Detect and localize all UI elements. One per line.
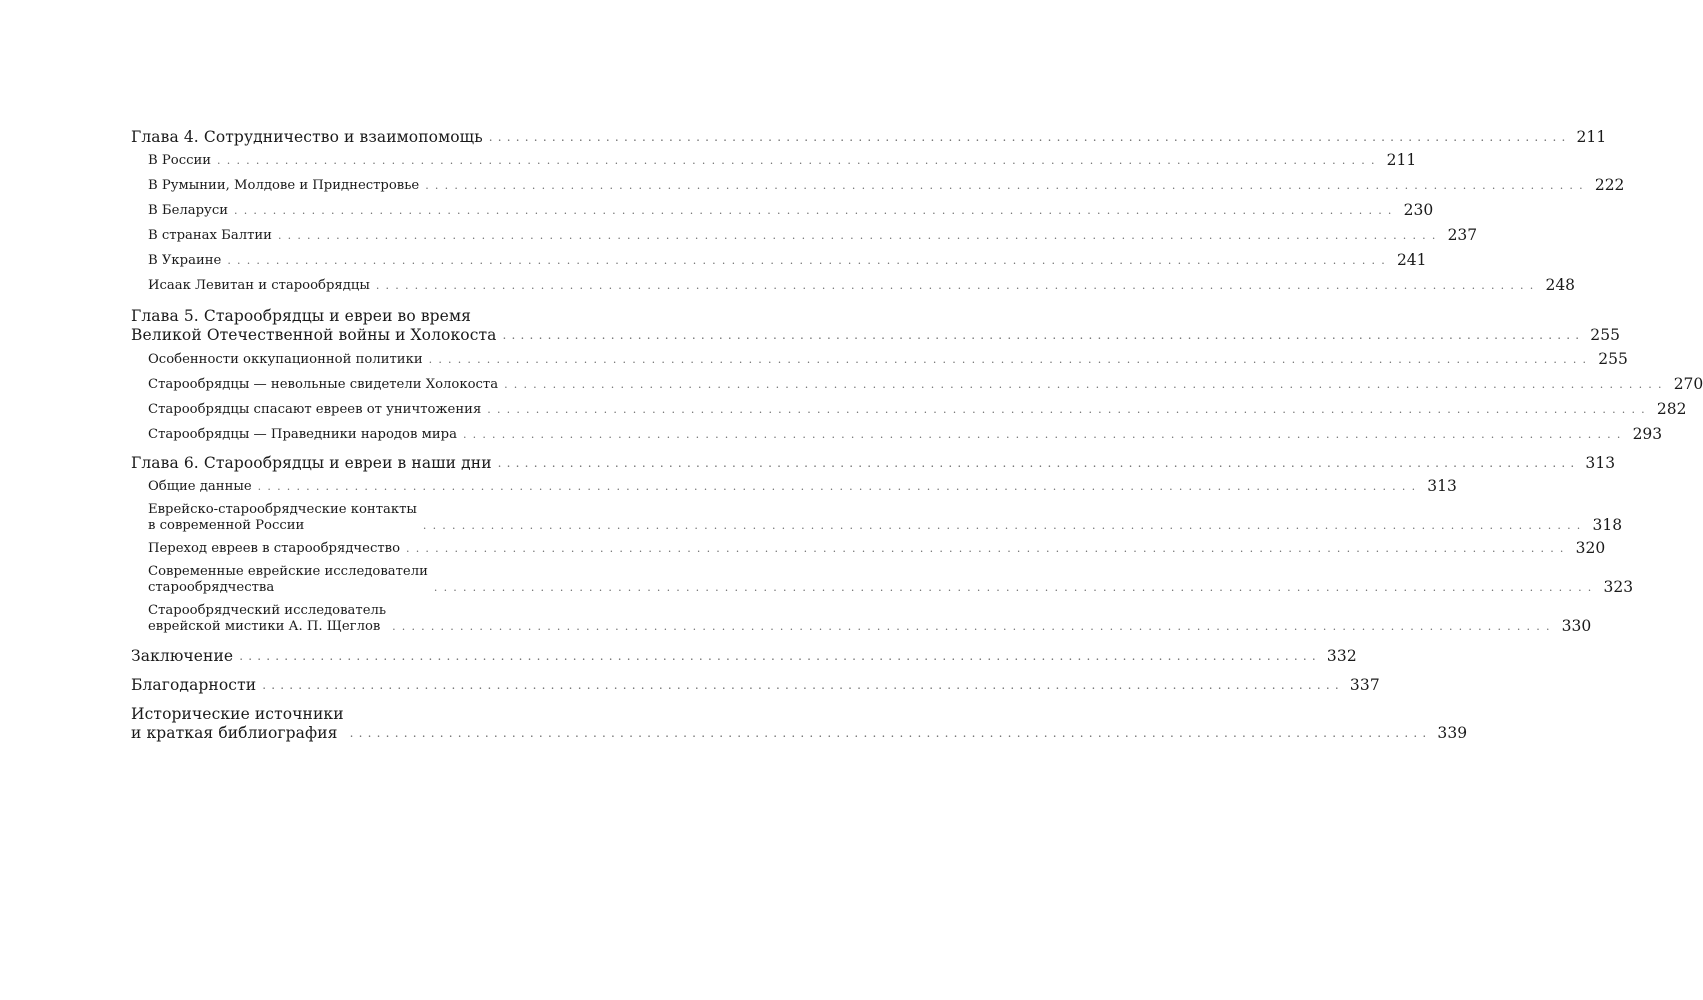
toc-section-entry: [131, 251, 1427, 269]
toc-entry-title-line: в современной России: [148, 518, 305, 533]
toc-entry-title: [131, 647, 233, 666]
toc-entry-title-line: Современные еврейские исследователи: [148, 564, 428, 579]
toc-entry-title: [148, 228, 272, 244]
toc-entry-title: [148, 377, 498, 393]
toc-entry-title-line: В Беларуси: [148, 203, 228, 218]
toc-entry-title-line: В России: [148, 153, 212, 168]
toc-page-number: 330: [1561, 617, 1592, 635]
toc-entry-title: [148, 253, 221, 269]
toc-section-entry: [131, 477, 1457, 495]
toc-entry-title: [148, 479, 252, 495]
toc-entry-title-line: Старообрядческий исследователь: [148, 603, 387, 618]
table-of-contents: [131, 128, 1703, 743]
toc-page-number: 211: [1576, 128, 1607, 146]
toc-section-entry: [131, 400, 1687, 418]
toc-entry-title: [148, 153, 211, 169]
dot-leader: ........................................................................................................................: [487, 403, 1651, 416]
dot-leader: ........................................................................................................................: [277, 229, 1442, 242]
toc-entry-title-line: Старообрядцы — невольные свидетели Холокоста: [148, 377, 499, 392]
toc-section-entry: [131, 350, 1628, 368]
dot-leader: ........................................................................................................................: [257, 480, 1422, 493]
dot-leader: ........................................................................................................................: [406, 542, 1570, 555]
toc-section-entry: [131, 226, 1478, 244]
toc-page-number: 211: [1386, 151, 1417, 169]
toc-page-number: 313: [1585, 454, 1616, 472]
dot-leader: ........................................................................................................................: [234, 204, 1398, 217]
toc-page-number: 339: [1437, 724, 1468, 742]
toc-entry-title: [148, 178, 419, 194]
toc-page-number: 293: [1632, 425, 1663, 443]
toc-entry-title-line: еврейской мистики А. П. Щеглов: [148, 619, 381, 634]
toc-section-entry: [131, 276, 1576, 294]
toc-entry-title-line: Глава 5. Старообрядцы и евреи во время: [131, 307, 471, 325]
toc-page-number: 320: [1575, 539, 1606, 557]
toc-section-entry: [131, 564, 1634, 596]
dot-leader: ........................................................................................................................: [375, 279, 1540, 292]
toc-entry-title: [131, 705, 344, 743]
toc-entry-title-line: Исторические источники: [131, 705, 344, 723]
toc-entry-title: [148, 502, 417, 534]
dot-leader: ........................................................................................................................: [488, 130, 1571, 144]
dot-leader: ........................................................................................................................: [425, 179, 1589, 192]
toc-entry-title-line: Переход евреев в старообрядчество: [148, 541, 401, 556]
toc-page-number: 318: [1592, 516, 1623, 534]
toc-page-number: 222: [1594, 176, 1625, 194]
toc-page-number: 323: [1603, 578, 1634, 596]
dot-leader: ........................................................................................................................: [239, 649, 1321, 663]
toc-entry-title-line: В странах Балтии: [148, 228, 272, 243]
toc-page-number: 332: [1326, 647, 1357, 665]
toc-page-number: 255: [1590, 326, 1621, 344]
toc-entry-title: [131, 676, 256, 695]
toc-entry-title: [148, 564, 428, 596]
toc-page-number: 313: [1427, 477, 1457, 495]
toc-chapter-entry: [131, 454, 1616, 473]
dot-leader: ........................................................................................................................: [497, 456, 1580, 470]
toc-chapter-entry: [131, 705, 1468, 743]
toc-entry-title-line: В Румынии, Молдове и Приднестровье: [148, 178, 420, 193]
toc-page-number: 255: [1598, 350, 1628, 368]
toc-entry-title-line: Особенности оккупационной политики: [148, 352, 423, 367]
toc-section-entry: [131, 201, 1434, 219]
toc-entry-title-line: Исаак Левитан и старообрядцы: [148, 278, 370, 293]
toc-entry-title-line: Еврейско-старообрядческие контакты: [148, 502, 417, 517]
toc-entry-title: [131, 128, 483, 147]
toc-entry-title: [131, 307, 497, 345]
toc-chapter-entry: [131, 647, 1357, 666]
dot-leader: ........................................................................................................................: [392, 620, 1556, 633]
toc-entry-title: [148, 402, 481, 418]
dot-leader: ........................................................................................................................: [422, 519, 1587, 532]
toc-entry-title-line: старообрядчества: [148, 580, 275, 595]
dot-leader: ........................................................................................................................: [428, 353, 1593, 366]
toc-entry-title-line: Благодарности: [131, 676, 257, 694]
toc-section-entry: [131, 375, 1703, 393]
toc-entry-title: [148, 278, 370, 294]
toc-entry-title-line: Глава 6. Старообрядцы и евреи в наши дни: [131, 454, 492, 472]
toc-section-entry: [131, 603, 1592, 635]
dot-leader: ........................................................................................................................: [262, 678, 1344, 692]
dot-leader: ........................................................................................................................: [504, 378, 1668, 391]
toc-entry-title: [148, 352, 423, 368]
toc-page-number: 241: [1396, 251, 1427, 269]
toc-page-number: 237: [1447, 226, 1478, 244]
toc-entry-title-line: Заключение: [131, 647, 234, 665]
toc-section-entry: [131, 176, 1625, 194]
toc-entry-title-line: Общие данные: [148, 479, 252, 494]
toc-entry-title: [148, 541, 400, 557]
dot-leader: ........................................................................................................................: [217, 154, 1381, 167]
toc-entry-title-line: В Украине: [148, 253, 222, 268]
dot-leader: ........................................................................................................................: [502, 328, 1585, 342]
toc-entry-title: [148, 603, 386, 635]
toc-chapter-entry: [131, 676, 1380, 695]
dot-leader: ........................................................................................................................: [227, 254, 1391, 267]
toc-page-number: 270: [1673, 375, 1703, 393]
toc-page-number: 248: [1545, 276, 1576, 294]
toc-entry-title-line: Глава 4. Сотрудничество и взаимопомощь: [131, 128, 483, 146]
dot-leader: ........................................................................................................................: [462, 428, 1627, 441]
toc-entry-title-line: и краткая библиография: [131, 724, 338, 742]
toc-entry-title: [131, 454, 492, 473]
toc-entry-title-line: Старообрядцы спасают евреев от уничтожения: [148, 402, 482, 417]
toc-page-number: 230: [1403, 201, 1434, 219]
toc-entry-title: [148, 203, 228, 219]
dot-leader: ........................................................................................................................: [433, 581, 1598, 594]
toc-page-number: 337: [1349, 676, 1380, 694]
toc-page-number: 282: [1656, 400, 1687, 418]
toc-section-entry: [131, 151, 1417, 169]
toc-section-entry: [131, 502, 1623, 534]
toc-section-entry: [131, 539, 1606, 557]
toc-section-entry: [131, 425, 1663, 443]
toc-entry-title: [148, 427, 457, 443]
toc-entry-title-line: Старообрядцы — Праведники народов мира: [148, 427, 457, 442]
toc-chapter-entry: [131, 128, 1607, 147]
toc-chapter-entry: [131, 307, 1621, 345]
toc-entry-title-line: Великой Отечественной войны и Холокоста: [131, 326, 497, 344]
dot-leader: ........................................................................................................................: [349, 726, 1432, 740]
